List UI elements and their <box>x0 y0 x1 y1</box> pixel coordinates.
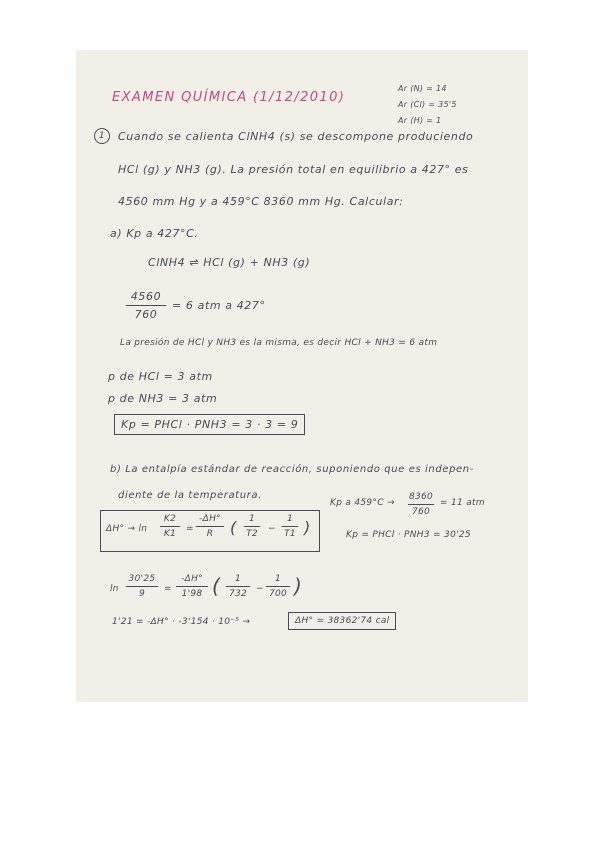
kp-459-num: 8360 <box>408 492 434 502</box>
part-a-frac-result: = 6 atm a 427° <box>172 299 266 312</box>
kp-459-value: Kp = PHCl · PNH3 = 30'25 <box>346 530 471 540</box>
atomic-mass-cl: Ar (Cl) = 35'5 <box>398 100 457 109</box>
minus-sign: − <box>268 524 276 534</box>
fraction-bar <box>126 305 166 306</box>
part-a-frac-den: 760 <box>134 308 158 321</box>
fraction-bar <box>226 586 250 587</box>
part-a-label: a) Kp a 427°C. <box>110 227 199 240</box>
vh-k-fraction <box>160 514 180 539</box>
fraction-bar <box>160 526 180 527</box>
vant-hoff-prefix: ΔH° → ln <box>106 524 148 534</box>
fraction-bar <box>176 586 208 587</box>
part-a-kp-box: Kp = PHCl · PNH3 = 3 · 3 = 9 <box>114 414 305 435</box>
atomic-mass-n: Ar (N) = 14 <box>398 84 447 93</box>
open-paren: ( <box>212 574 221 598</box>
close-paren: ) <box>294 574 303 598</box>
vh-dh-fraction <box>196 514 224 539</box>
vh-t1-num: 1 <box>248 514 256 524</box>
ln-dh-num: -ΔH° <box>181 574 203 584</box>
open-paren: ( <box>230 518 237 537</box>
kp-459-result: = 11 atm <box>440 498 485 508</box>
fraction-bar <box>408 504 434 505</box>
fraction-bar <box>126 586 158 587</box>
vh-k-den: K1 <box>163 529 177 539</box>
part-b-label-1: b) La entalpía estándar de reacción, suponiendo que es indepen- <box>110 464 474 475</box>
fraction-bar <box>266 586 290 587</box>
close-paren: ) <box>304 518 311 537</box>
problem-line-2: HCl (g) y NH3 (g). La presión total en equilibrio a 427° es <box>118 163 469 176</box>
ln-t2-fraction <box>266 574 290 599</box>
ln-t2-num: 1 <box>274 574 282 584</box>
ln-num: 30'25 <box>128 574 156 584</box>
ln-t1-den: 732 <box>228 589 248 599</box>
vh-t1-fraction <box>244 514 260 539</box>
kp-459-den: 760 <box>411 507 431 517</box>
ln-dh-den: 1'98 <box>181 589 203 599</box>
fraction-bar <box>282 526 298 527</box>
ln-den: 9 <box>138 589 146 599</box>
fraction-bar <box>244 526 260 527</box>
minus-sign: − <box>256 584 264 594</box>
part-a-reaction: ClNH4 ⇌ HCl (g) + NH3 (g) <box>148 256 311 269</box>
problem-line-3: 4560 mm Hg y a 459°C 8360 mm Hg. Calcular: <box>118 195 404 208</box>
vh-t2-num: 1 <box>286 514 294 524</box>
equals-sign: = <box>164 584 172 594</box>
problem-line-1: Cuando se calienta ClNH4 (s) se descompone produciendo <box>118 130 474 143</box>
vh-dh-den: R <box>206 529 214 539</box>
part-a-fraction <box>126 290 166 321</box>
final-answer-box: ΔH° = 38362'74 cal <box>288 612 396 630</box>
final-line: 1'21 = -ΔH° · -3'154 · 10⁻⁵ → <box>112 617 251 627</box>
ln-dh-fraction <box>176 574 208 599</box>
part-a-frac-num: 4560 <box>130 290 162 303</box>
exam-title: EXAMEN QUÍMICA (1/12/2010) <box>112 90 346 105</box>
part-b-label-2: diente de la temperatura. <box>118 490 262 501</box>
ln-prefix: ln <box>110 584 119 594</box>
atomic-mass-h: Ar (H) = 1 <box>398 116 442 125</box>
ln-t1-fraction <box>226 574 250 599</box>
part-a-p-hcl: p de HCl = 3 atm <box>108 370 213 383</box>
kp-459-prefix: Kp a 459°C → <box>330 498 395 508</box>
equals-sign: = <box>186 524 194 534</box>
vh-t2-den: T1 <box>284 529 296 539</box>
part-a-p-nh3: p de NH3 = 3 atm <box>108 392 218 405</box>
ln-t2-den: 700 <box>268 589 288 599</box>
kp-459-fraction <box>408 492 434 517</box>
vh-dh-num: -ΔH° <box>199 514 221 524</box>
vh-k-num: K2 <box>163 514 177 524</box>
vh-t2-fraction <box>282 514 298 539</box>
vh-t1-den: T2 <box>246 529 258 539</box>
problem-number: 1 <box>94 128 110 144</box>
ln-t1-num: 1 <box>234 574 242 584</box>
fraction-bar <box>196 526 224 527</box>
ln-fraction <box>126 574 158 599</box>
part-a-note: La presión de HCl y NH3 es la misma, es decir HCl + NH3 = 6 atm <box>120 338 438 348</box>
